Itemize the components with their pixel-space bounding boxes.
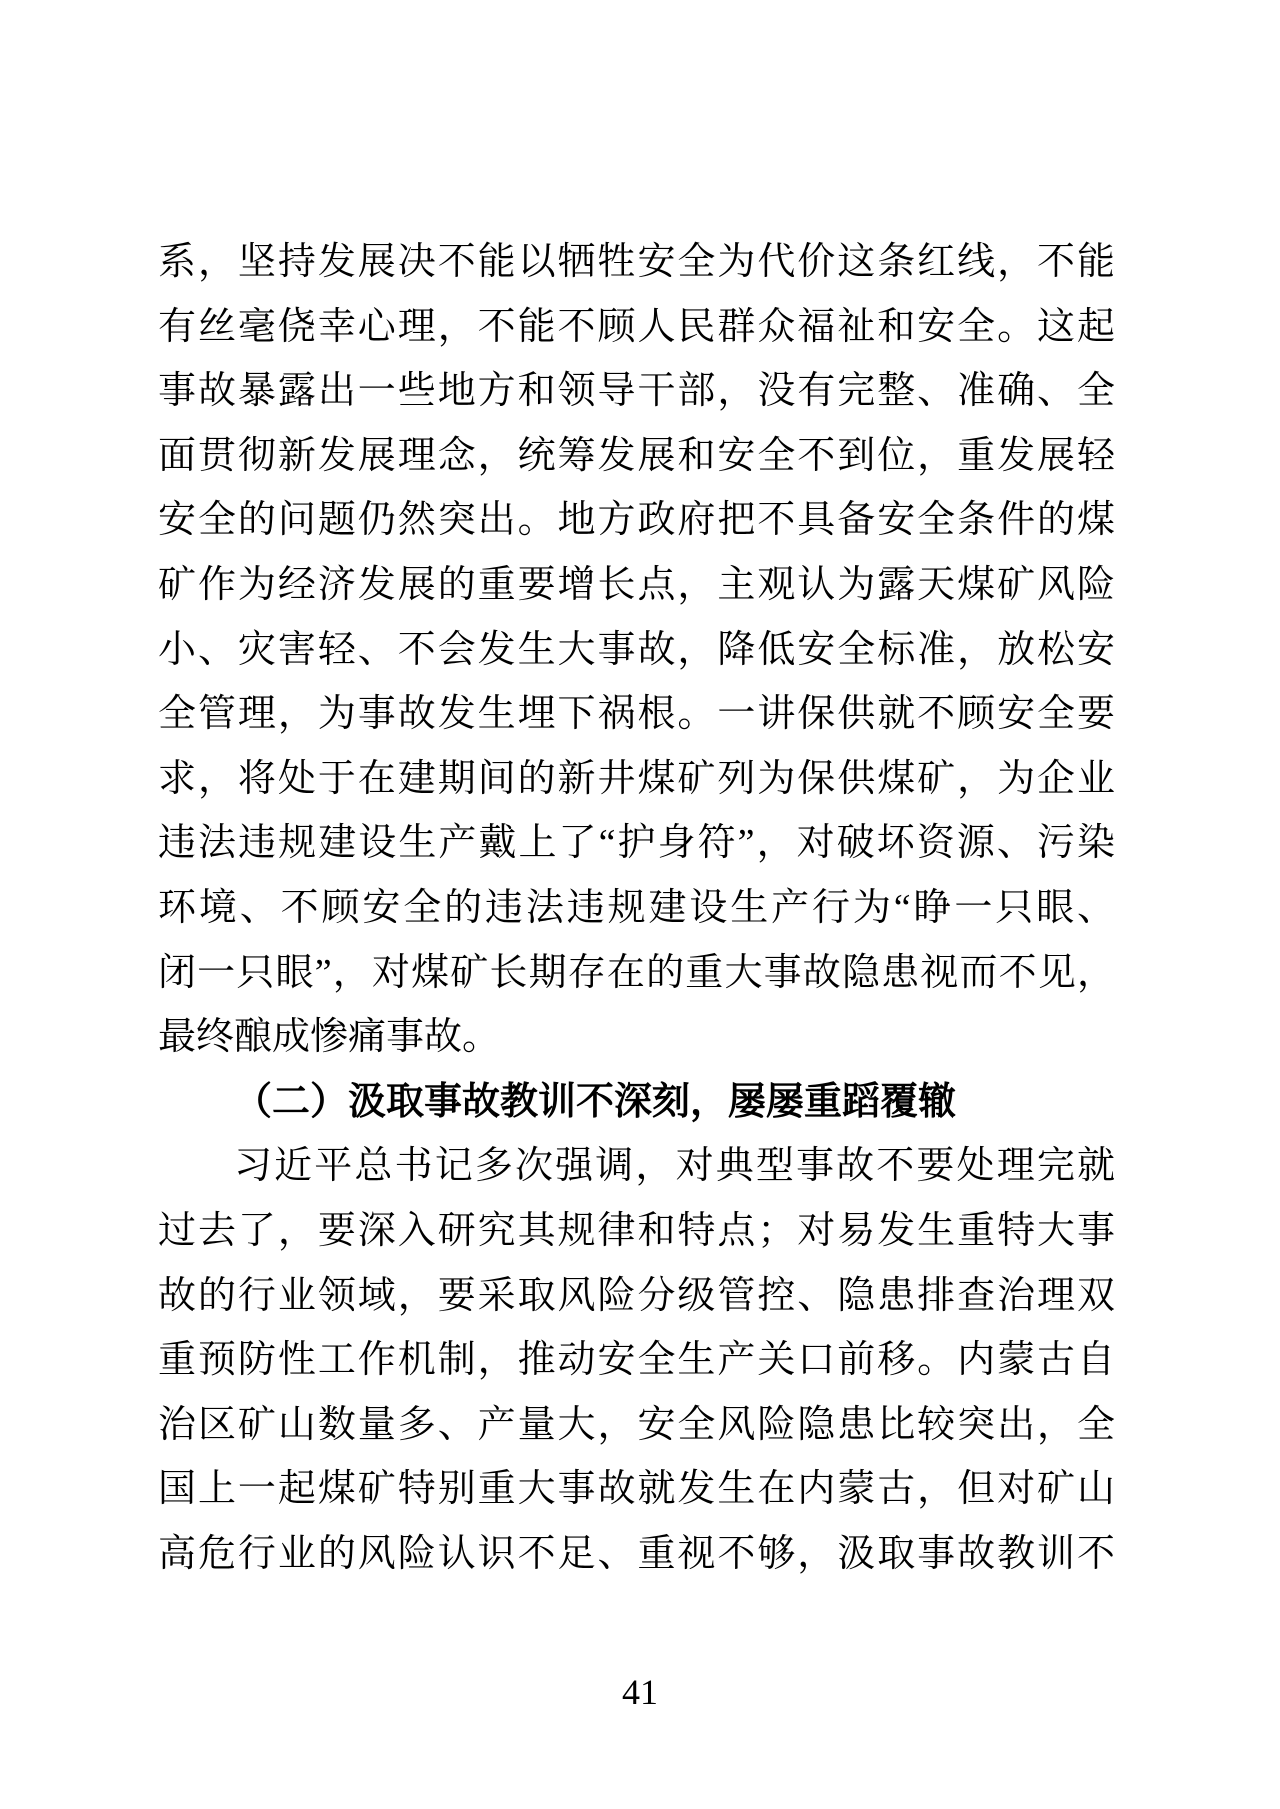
body-line: 矿作为经济发展的重要增长点，主观认为露天煤矿风险: [158, 563, 1115, 606]
page-number: 41: [622, 1672, 658, 1712]
body-line: 小、灾害轻、不会发生大事故，降低安全标准，放松安: [158, 628, 1115, 671]
body-line: 国上一起煤矿特别重大事故就发生在内蒙古，但对矿山: [158, 1468, 1115, 1511]
body-line: 环境、不顾安全的违法违规建设生产行为“睁一只眼、: [158, 886, 1115, 929]
body-line-paragraph-start: 习近平总书记多次强调，对典型事故不要处理完就: [234, 1145, 1115, 1188]
body-line: 全管理，为事故发生埋下祸根。一讲保供就不顾安全要: [158, 693, 1115, 736]
body-line: 系，坚持发展决不能以牺牲安全为代价这条红线，不能: [158, 241, 1115, 283]
body-line: 治区矿山数量多、产量大，安全风险隐患比较突出，全: [158, 1403, 1115, 1446]
body-line: 闭一只眼”，对煤矿长期存在的重大事故隐患视而不见，: [158, 951, 1115, 994]
body-line: 违法违规建设生产戴上了“护身符”，对破坏资源、污染: [158, 822, 1115, 865]
section-heading: （二）汲取事故教训不深刻，屡屡重蹈覆辙: [234, 1080, 957, 1123]
body-line: 安全的问题仍然突出。地方政府把不具备安全条件的煤: [158, 499, 1115, 542]
body-line: 重预防性工作机制，推动安全生产关口前移。内蒙古自: [158, 1339, 1115, 1382]
body-line: 高危行业的风险认识不足、重视不够，汲取事故教训不: [158, 1532, 1115, 1575]
body-line-paragraph-end: 最终酿成惨痛事故。: [158, 1016, 501, 1059]
body-line: 过去了，要深入研究其规律和特点；对易发生重特大事: [158, 1209, 1115, 1252]
text-block: [158, 230, 1115, 1586]
body-line: 求，将处于在建期间的新井煤矿列为保供煤矿，为企业: [158, 757, 1115, 800]
body-line: 故的行业领域，要采取风险分级管控、隐患排查治理双: [158, 1274, 1115, 1317]
body-line: 有丝毫侥幸心理，不能不顾人民群众福祉和安全。这起: [158, 305, 1115, 348]
body-line: 面贯彻新发展理念，统筹发展和安全不到位，重发展轻: [158, 434, 1115, 477]
body-line: 事故暴露出一些地方和领导干部，没有完整、准确、全: [158, 370, 1115, 413]
